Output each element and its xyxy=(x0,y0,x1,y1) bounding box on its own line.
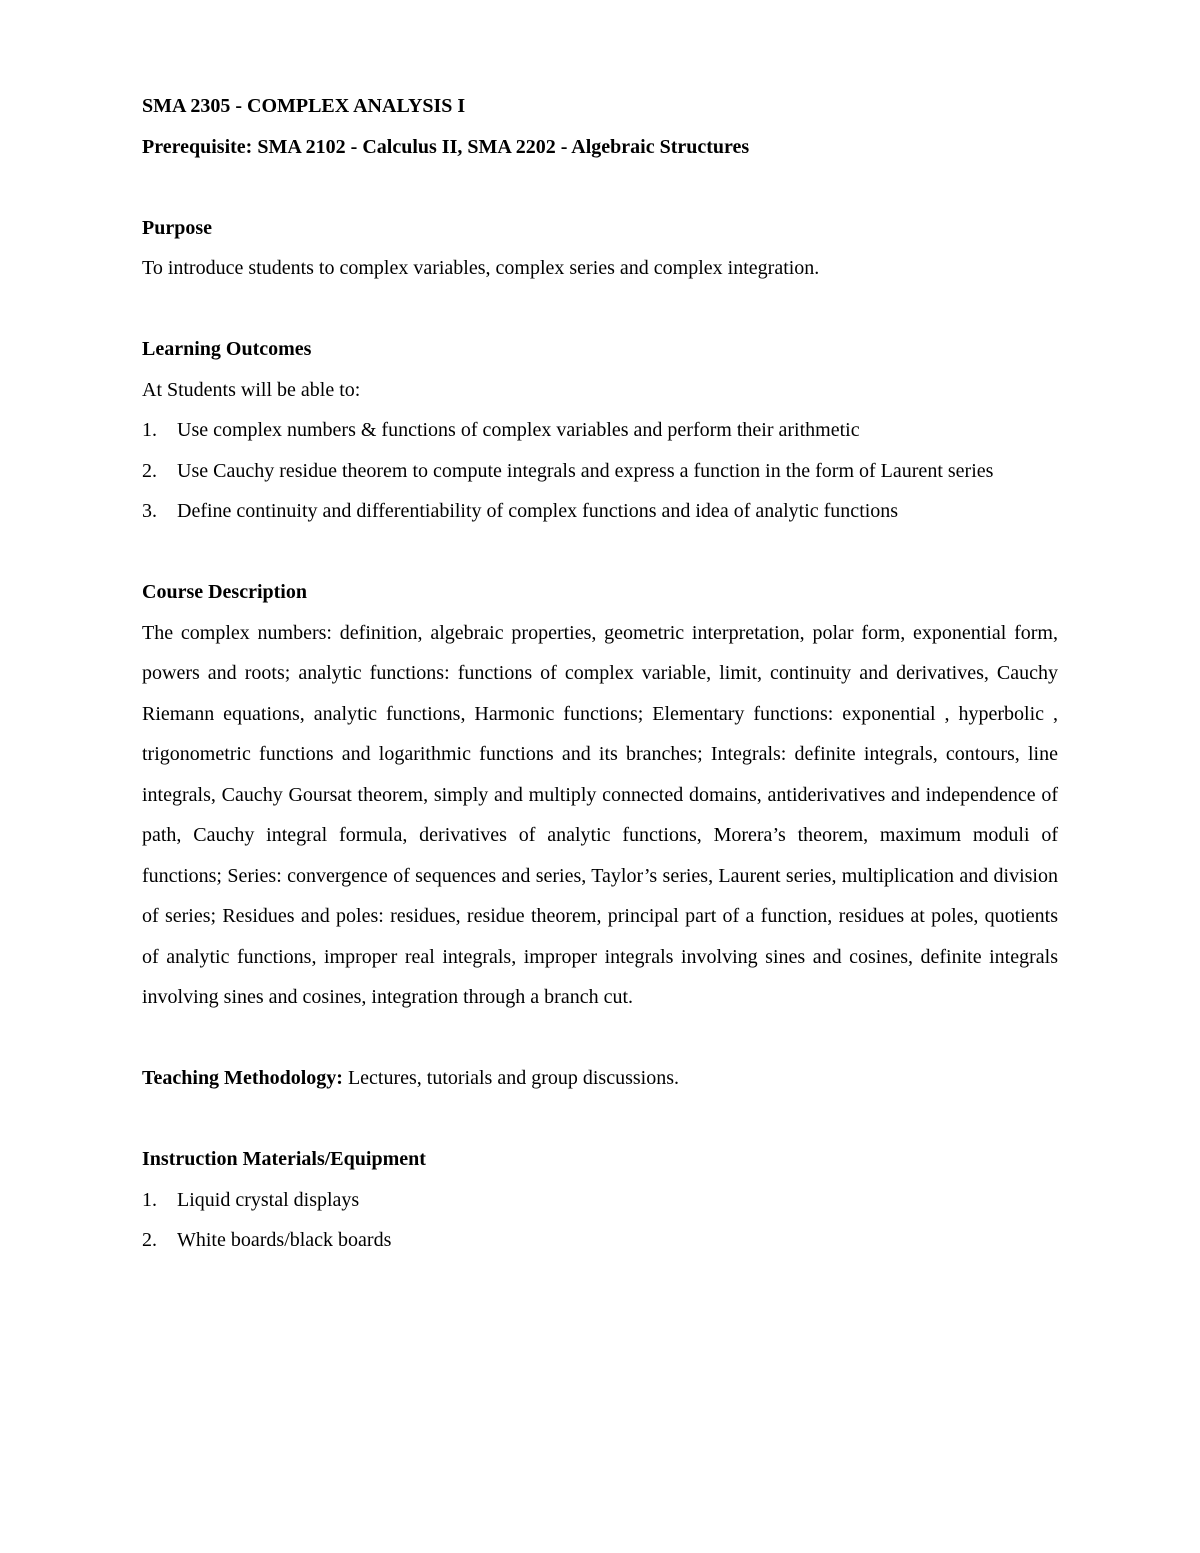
teaching-methodology xyxy=(142,1058,1058,1099)
list-item xyxy=(142,1180,1058,1221)
instruction-materials-list xyxy=(142,1180,1058,1261)
document-page xyxy=(142,86,1058,1261)
list-item xyxy=(142,410,1058,451)
spacer xyxy=(142,167,1058,208)
list-item-text: Define continuity and differentiability of complex functions and idea of analytic functions xyxy=(177,500,899,522)
list-item-text: Liquid crystal displays xyxy=(177,1188,360,1211)
purpose-heading: Purpose xyxy=(142,216,212,239)
list-item-text: White boards/black boards xyxy=(177,1229,392,1251)
instruction-materials-heading: Instruction Materials/Equipment xyxy=(142,1148,426,1170)
course-prerequisite: Prerequisite: SMA 2102 - Calculus II, SMA 2202 - Algebraic Structures xyxy=(142,135,750,158)
spacer xyxy=(142,1018,1058,1059)
list-item-text: Use Cauchy residue theorem to compute integrals and express a function in the form of Laurent series xyxy=(177,459,994,482)
list-item xyxy=(142,1220,1058,1261)
learning-outcomes-heading: Learning Outcomes xyxy=(142,338,312,360)
learning-outcomes-intro: At Students will be able to: xyxy=(142,378,361,401)
learning-outcomes-list xyxy=(142,410,1058,532)
purpose-text: To introduce students to complex variables, complex series and complex integration. xyxy=(142,257,820,279)
list-item xyxy=(142,451,1058,492)
list-item-number: 1. xyxy=(142,1188,157,1211)
list-item-number: 2. xyxy=(142,1229,157,1251)
course-description-text: The complex numbers: definition, algebraic properties, geometric interpretation, polar form, exponential form, powers and roots; analytic functions: functions of complex variable, limit, continuity and derivatives, Cauchy Riemann equations, analytic functions, Harmonic functions; Elementary functions: exponential , hyperbolic , trigonometric functions and logarithmic functions and its branches; Integrals: definite integrals, contours, line integrals, Cauchy Goursat theorem, simply and multiply connected domains, antiderivatives and independence of path, Cauchy integral formula, derivatives of analytic functions, Morera’s theorem, maximum moduli of functions; Series: convergence of sequences and series, Taylor’s series, Laurent series, multiplication and division of series; Residues and poles: residues, residue theorem, principal part of a function, residues at poles, quotients of analytic functions, improper real integrals, improper integrals involving sines and cosines, definite integrals involving sines and cosines, integration through a branch cut. xyxy=(142,621,1058,1008)
course-title: SMA 2305 - COMPLEX ANALYSIS I xyxy=(142,95,466,117)
list-item-text: Use complex numbers & functions of complex variables and perform their arithmetic xyxy=(177,419,860,441)
teaching-methodology-text: Lectures, tutorials and group discussions. xyxy=(342,1067,679,1089)
spacer xyxy=(142,532,1058,573)
course-description-heading: Course Description xyxy=(142,581,307,603)
list-item-number: 3. xyxy=(142,500,157,522)
spacer xyxy=(142,1099,1058,1140)
list-item-number: 1. xyxy=(142,419,157,441)
list-item xyxy=(142,491,1058,532)
list-item-number: 2. xyxy=(142,459,157,482)
spacer xyxy=(142,289,1058,330)
teaching-methodology-label: Teaching Methodology: xyxy=(142,1067,343,1089)
